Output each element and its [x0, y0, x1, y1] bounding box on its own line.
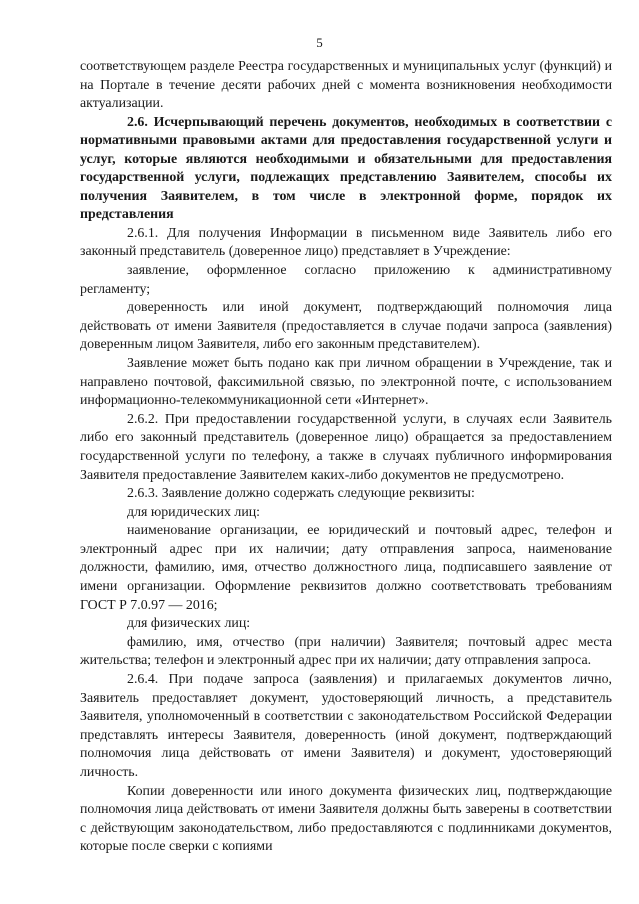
paragraph-2-6-1: 2.6.1. Для получения Информации в письменном виде Заявитель либо его законный представитель (доверенное лицо) представляет в Учреждение: [80, 225, 612, 260]
paragraph-submission-methods: Заявление может быть подано как при личном обращении в Учреждение, так и направлено почтовой, факсимильной связью, по электронной почте, с использованием информационно-телекоммуникационной сети «Интернет». [80, 355, 612, 409]
paragraph-continuation: соответствующем разделе Реестра государственных и муниципальных услуг (функций) и на Портале в течение десяти рабочих дней с момента возникновения необходимости актуализации. [80, 59, 612, 112]
legal-entities-requisites: наименование организации, ее юридический и почтовый адрес, телефон и электронный адрес при их наличии; дату отправления запроса, наименование должности, фамилию, имя, отчество должностного лица, подписавшего заявление от имени организации. Оформление реквизитов должно соответствовать требованиям ГОСТ Р 7.0.97 — 2016; [80, 523, 612, 613]
legal-entities-label: для юридических лиц: [127, 504, 261, 520]
document-body [80, 58, 612, 857]
paragraph-2-6-2: 2.6.2. При предоставлении государственной услуги, в случаях если Заявитель либо его законный представитель (доверенное лицо) обращается за предоставлением государственной услуги по телефону, а также в случаях публичного информирования Заявителя предоставление Заявителем каких-либо документов не предусмотрено. [80, 411, 612, 483]
page-number: 5 [316, 35, 323, 50]
list-item-power-of-attorney: доверенность или иной документ, подтверждающий полномочия лица действовать от имени Заявителя (предоставляется в случае подачи запроса (заявления) доверенным лицом Заявителя, либо его законным представителем). [80, 300, 612, 353]
individuals-label: для физических лиц: [127, 616, 251, 632]
section-heading-2-6: 2.6. Исчерпывающий перечень документов, необходимых в соответствии с нормативными правовыми актами для предоставления государственной услуги и услуг, которые являются необходимыми и обязательными для предоставления государственной услуги, подлежащих представлению Заявителем, способы их получения Заявителем, в том числе в электронной форме, порядок их представления [80, 114, 612, 223]
paragraph-2-6-4: 2.6.4. При подаче запроса (заявления) и прилагаемых документов лично, Заявитель предоставляет документ, удостоверяющий личность, а представитель Заявителя, уполномоченный в соответствии с законодательством Российской Федерации представлять интересы Заявителя, доверенность (иной документ, подтверждающий полномочия лица действовать от имени Заявителя) и документ, удостоверяющий личность. [80, 672, 612, 780]
individuals-requisites: фамилию, имя, отчество (при наличии) Заявителя; почтовый адрес места жительства; телефон и электронный адрес при их наличии; дату отправления запроса. [80, 634, 612, 669]
paragraph-copies: Копии доверенности или иного документа физических лиц, подтверждающие полномочия лица действовать от имени Заявителя должны быть заверены в соответствии с действующим законодательством, либо предоставляются с подлинниками документов, которые после сверки с копиями [80, 783, 612, 855]
list-item-application: заявление, оформленное согласно приложению к административному регламенту; [80, 262, 612, 297]
paragraph-2-6-3: 2.6.3. Заявление должно содержать следующие реквизиты: [127, 486, 475, 502]
